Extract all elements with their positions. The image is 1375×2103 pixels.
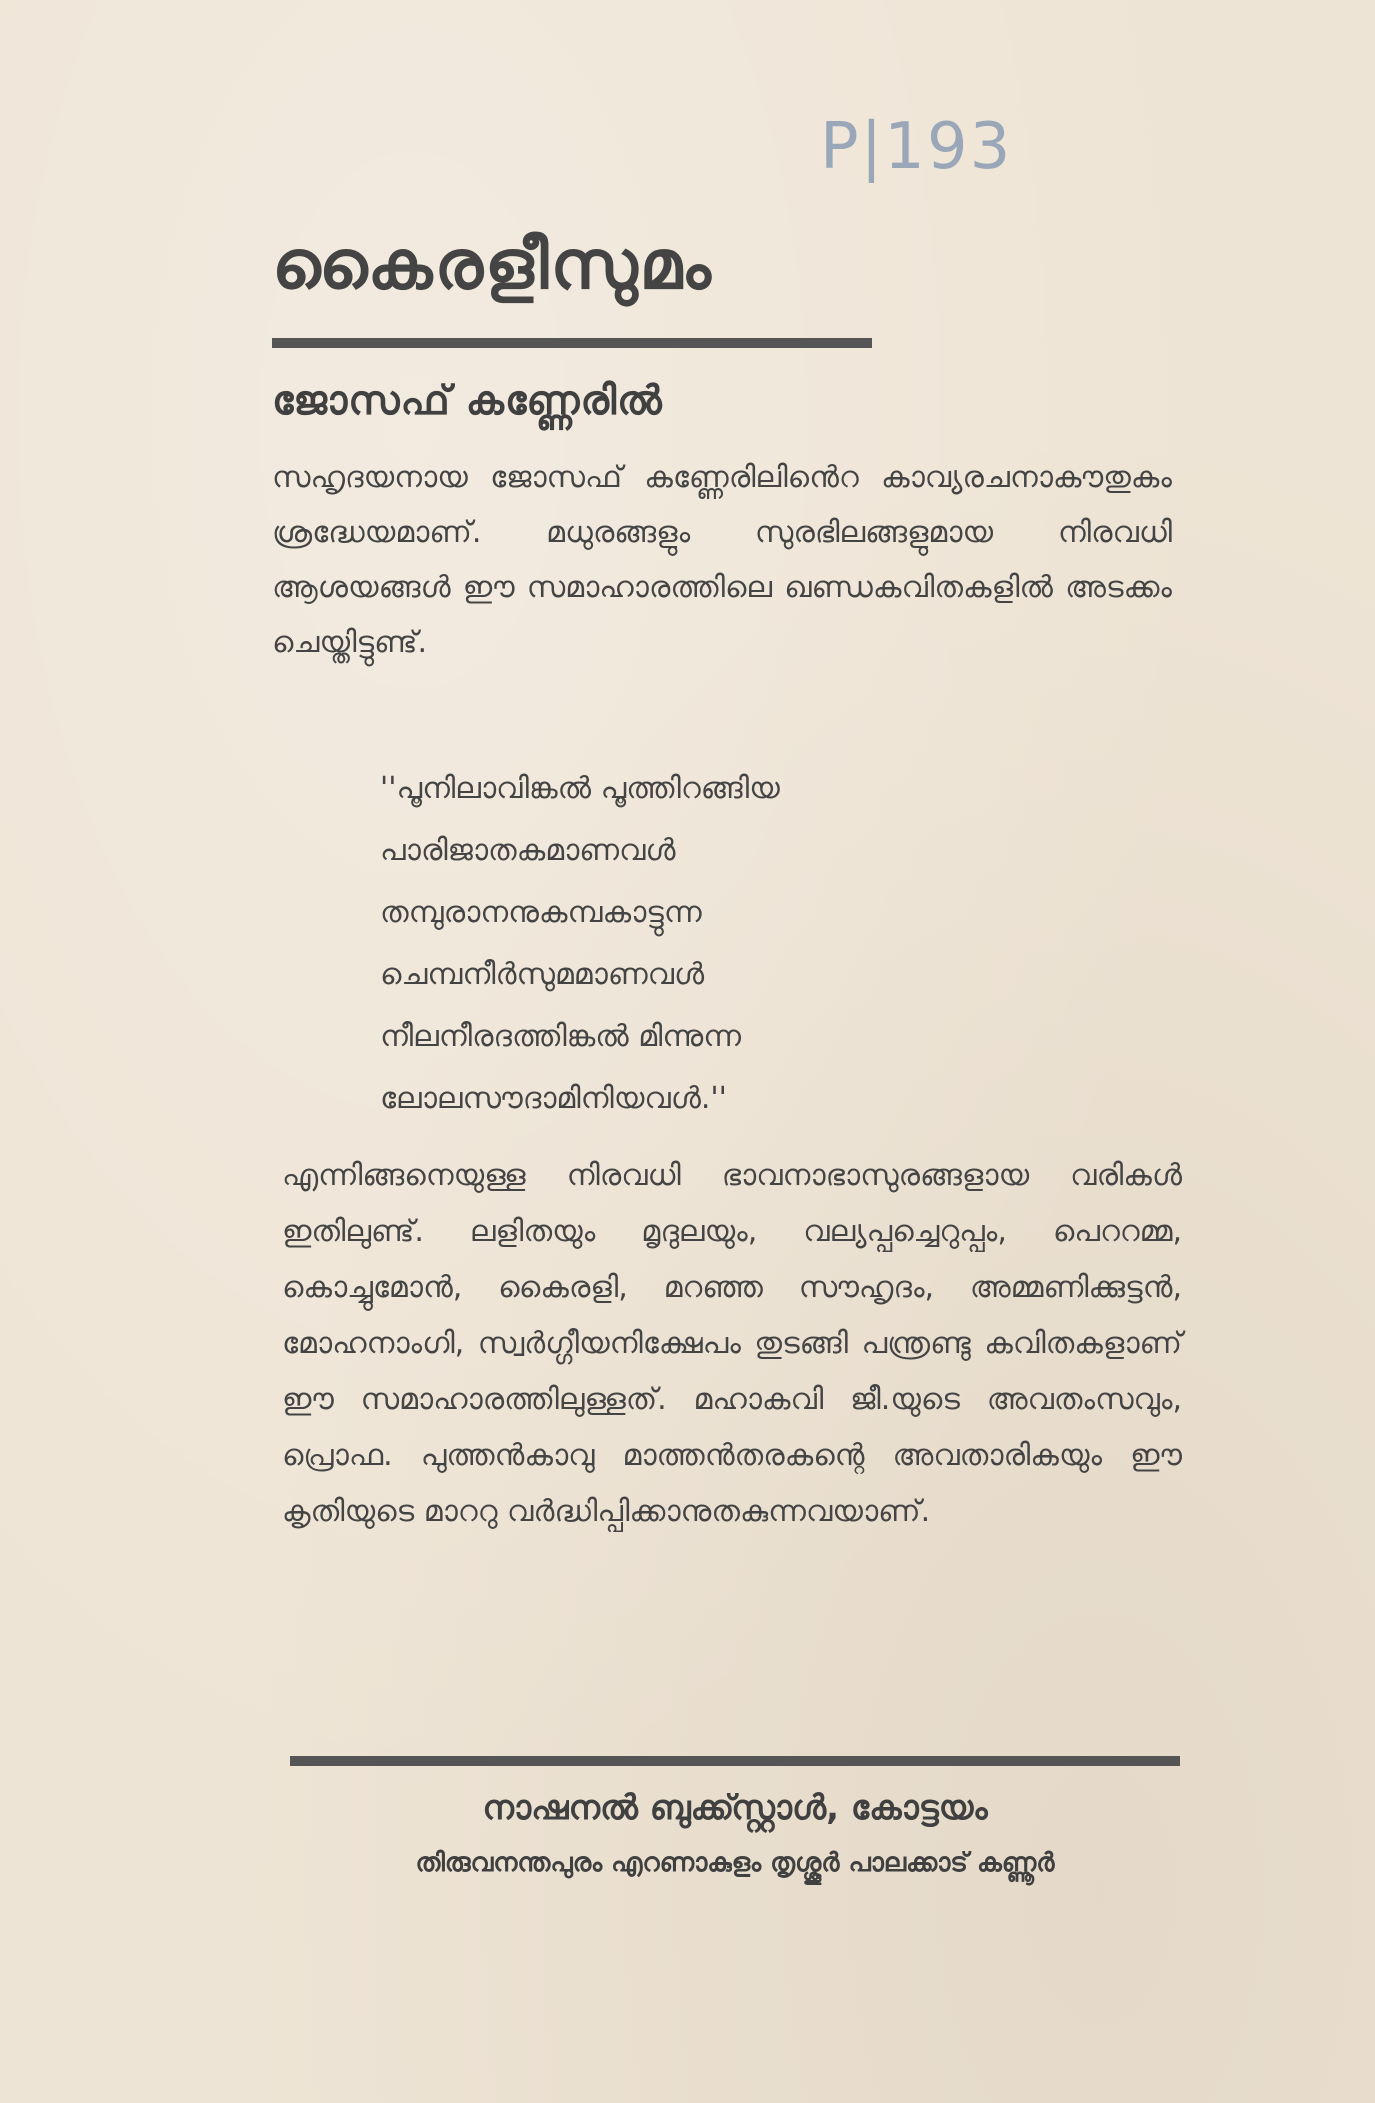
- author-name: ജോസഫ് കണ്ണേരിൽ: [272, 378, 663, 424]
- publisher-name: നാഷനൽ ബുക്ക്സ്റ്റാൾ, കോട്ടയം: [482, 1788, 988, 1828]
- verse-line: പാരിജാതകമാണവൾ: [380, 833, 676, 868]
- title-divider: [272, 338, 872, 348]
- description-paragraph: സഹൃദയനായ ജോസഫ് കണ്ണേരിലിൻെറ കാവ്യരചനാകൗതുകം ശ്രദ്ധേയമാണ്. മധുരങ്ങളും സുരഭിലങ്ങളുമായ നിരവധി ആശയങ്ങൾ ഈ സമാഹാരത്തിലെ ഖണ്ഡകവിതകളിൽ അടക്കം ചെയ്തിട്ടുണ്ട്.: [272, 460, 1172, 660]
- contents-paragraph: എന്നിങ്ങനെയുള്ള നിരവധി ഭാവനാഭാസുരങ്ങളായ വരികൾ ഇതിലുണ്ട്. ലളിതയും മൃദുലയും, വല്യപ്പച്ചെറുപ്പം, പെററമ്മ, കൊച്ചുമോൻ, കൈരളി, മറഞ്ഞ സൗഹൃദം, അമ്മണിക്കുട്ടൻ, മോഹനാംഗി, സ്വർഗ്ഗീയനിക്ഷേപം തുടങ്ങി പന്ത്രണ്ടു കവിതകളാണ് ഈ സമാഹാരത്തിലുള്ളത്. മഹാകവി ജീ.യുടെ അവതംസവും, പ്രൊഫ. പുത്തൻകാവു മാത്തൻതരകന്റെ അവതാരികയും ഈ കൃതിയുടെ മാററു വർദ്ധിപ്പിക്കാനുതകുന്നവയാണ്.: [282, 1158, 1182, 1529]
- book-title: കൈരളീസുമം: [272, 226, 713, 305]
- verse-line: തമ്പുരാനനുകമ്പകാട്ടുന്ന: [380, 895, 702, 930]
- footer-divider: [290, 1756, 1180, 1766]
- verse-line: ''പൂനിലാവിങ്കൽ പൂത്തിറങ്ങിയ: [380, 771, 780, 806]
- verse-line: നീലനീരദത്തിങ്കൽ മിന്നുന്ന: [380, 1019, 742, 1054]
- verse-line: ചെമ്പനീർസുമമാണവൾ: [380, 957, 705, 992]
- handwritten-catalog-note: P|193: [820, 110, 1013, 184]
- verse-line: ലോലസൗദാമിനിയവൾ.'': [380, 1081, 727, 1116]
- publisher-branches: തിരുവനന്തപുരം എറണാകുളം തൃശ്ശൂർ പാലക്കാട് കണ്ണൂർ: [415, 1848, 1055, 1878]
- verse-excerpt: [380, 758, 1080, 1130]
